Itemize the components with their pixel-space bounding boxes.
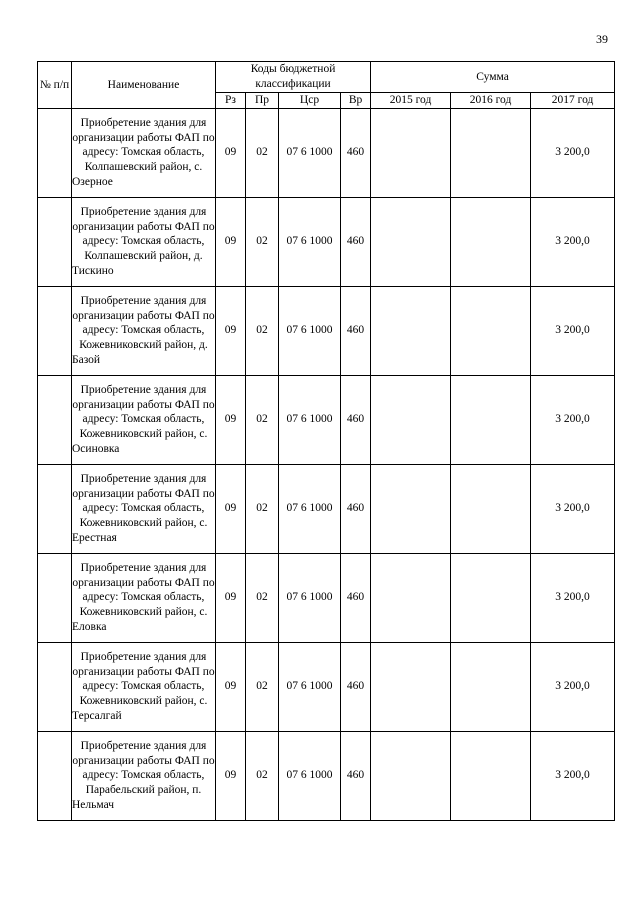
header-row-1 <box>38 62 615 93</box>
row-csr: 07 6 1000 <box>279 108 341 197</box>
row-rz: 09 <box>216 553 246 642</box>
row-num <box>38 731 72 820</box>
header-2015: 2015 год <box>371 93 451 109</box>
row-vr: 460 <box>341 464 371 553</box>
row-vr: 460 <box>341 375 371 464</box>
row-pr: 02 <box>246 464 279 553</box>
row-2016 <box>451 642 531 731</box>
table-row <box>38 553 615 642</box>
row-2016 <box>451 375 531 464</box>
row-2017: 3 200,0 <box>531 197 615 286</box>
row-pr: 02 <box>246 108 279 197</box>
row-2016 <box>451 108 531 197</box>
header-codes-group: Коды бюджетной классификации <box>216 62 371 93</box>
row-2017: 3 200,0 <box>531 464 615 553</box>
row-csr: 07 6 1000 <box>279 553 341 642</box>
row-rz: 09 <box>216 286 246 375</box>
row-num <box>38 108 72 197</box>
row-rz: 09 <box>216 197 246 286</box>
row-2015 <box>371 197 451 286</box>
row-csr: 07 6 1000 <box>279 731 341 820</box>
row-pr: 02 <box>246 286 279 375</box>
row-rz: 09 <box>216 731 246 820</box>
row-2017: 3 200,0 <box>531 642 615 731</box>
table-row <box>38 642 615 731</box>
table-row <box>38 108 615 197</box>
row-pr: 02 <box>246 375 279 464</box>
header-csr: Цср <box>279 93 341 109</box>
row-csr: 07 6 1000 <box>279 464 341 553</box>
row-2015 <box>371 642 451 731</box>
row-2017: 3 200,0 <box>531 375 615 464</box>
row-csr: 07 6 1000 <box>279 286 341 375</box>
row-name: Приобретение здания для организации работы ФАП по адресу: Томская область, Кожевниковский район, с. Осиновка <box>72 375 216 464</box>
table-row <box>38 464 615 553</box>
row-rz: 09 <box>216 108 246 197</box>
row-pr: 02 <box>246 642 279 731</box>
header-name: Наименование <box>72 62 216 109</box>
row-rz: 09 <box>216 464 246 553</box>
budget-table <box>37 61 615 821</box>
row-2015 <box>371 553 451 642</box>
header-pr: Пр <box>246 93 279 109</box>
row-vr: 460 <box>341 642 371 731</box>
header-2016: 2016 год <box>451 93 531 109</box>
row-csr: 07 6 1000 <box>279 642 341 731</box>
table-row <box>38 197 615 286</box>
row-pr: 02 <box>246 553 279 642</box>
row-pr: 02 <box>246 731 279 820</box>
row-2016 <box>451 464 531 553</box>
row-2017: 3 200,0 <box>531 108 615 197</box>
row-pr: 02 <box>246 197 279 286</box>
header-vr: Вр <box>341 93 371 109</box>
row-2015 <box>371 464 451 553</box>
row-num <box>38 286 72 375</box>
table-row <box>38 375 615 464</box>
row-vr: 460 <box>341 197 371 286</box>
row-csr: 07 6 1000 <box>279 375 341 464</box>
row-csr: 07 6 1000 <box>279 197 341 286</box>
row-2016 <box>451 197 531 286</box>
row-rz: 09 <box>216 642 246 731</box>
row-2015 <box>371 286 451 375</box>
row-name: Приобретение здания для организации работы ФАП по адресу: Томская область, Кожевниковский район, с. Терсалгай <box>72 642 216 731</box>
header-sum-group: Сумма <box>371 62 615 93</box>
row-name: Приобретение здания для организации работы ФАП по адресу: Томская область, Кожевниковский район, д. Базой <box>72 286 216 375</box>
row-num <box>38 375 72 464</box>
row-2015 <box>371 731 451 820</box>
row-name: Приобретение здания для организации работы ФАП по адресу: Томская область, Колпашевский район, с. Озерное <box>72 108 216 197</box>
row-num <box>38 464 72 553</box>
row-2017: 3 200,0 <box>531 731 615 820</box>
row-2015 <box>371 375 451 464</box>
row-name: Приобретение здания для организации работы ФАП по адресу: Томская область, Парабельский район, п. Нельмач <box>72 731 216 820</box>
row-vr: 460 <box>341 286 371 375</box>
row-num <box>38 553 72 642</box>
row-vr: 460 <box>341 553 371 642</box>
header-2017: 2017 год <box>531 93 615 109</box>
header-rz: Рз <box>216 93 246 109</box>
row-vr: 460 <box>341 108 371 197</box>
table-row <box>38 286 615 375</box>
row-2015 <box>371 108 451 197</box>
row-2016 <box>451 553 531 642</box>
row-2017: 3 200,0 <box>531 286 615 375</box>
row-vr: 460 <box>341 731 371 820</box>
header-num: № п/п <box>38 62 72 109</box>
row-name: Приобретение здания для организации работы ФАП по адресу: Томская область, Колпашевский район, д. Тискино <box>72 197 216 286</box>
row-2017: 3 200,0 <box>531 553 615 642</box>
row-name: Приобретение здания для организации работы ФАП по адресу: Томская область, Кожевниковский район, с. Ерестная <box>72 464 216 553</box>
row-rz: 09 <box>216 375 246 464</box>
row-2016 <box>451 286 531 375</box>
page-number: 39 <box>596 32 608 46</box>
row-num <box>38 197 72 286</box>
table-row <box>38 731 615 820</box>
row-2016 <box>451 731 531 820</box>
row-num <box>38 642 72 731</box>
row-name: Приобретение здания для организации работы ФАП по адресу: Томская область, Кожевниковский район, с. Еловка <box>72 553 216 642</box>
